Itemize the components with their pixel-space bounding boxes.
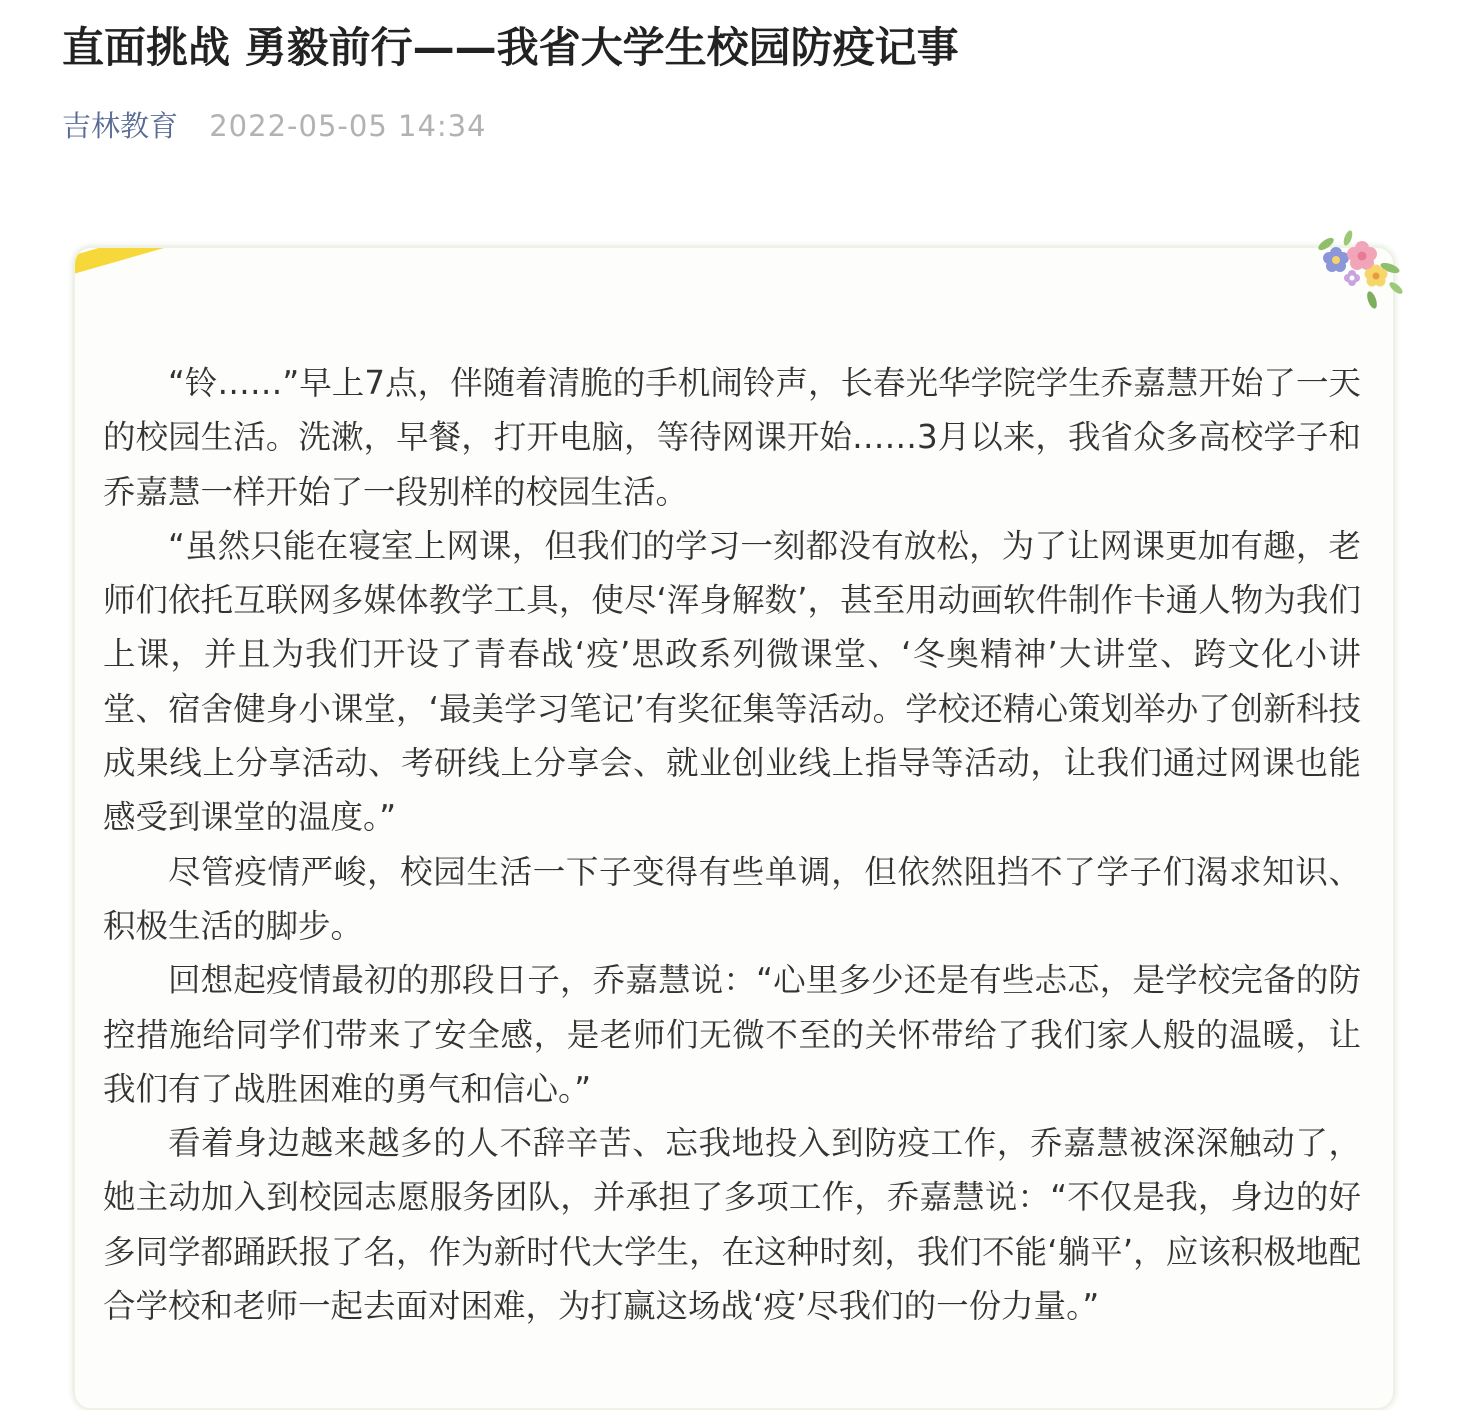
article-title: 直面挑战 勇毅前行——我省大学生校园防疫记事 [62, 23, 959, 72]
article-body [103, 356, 1361, 1333]
flower-cluster-icon [1306, 230, 1406, 314]
article-meta [62, 104, 487, 148]
account-name-link[interactable]: 吉林教育 [62, 109, 179, 143]
publish-time: 2022-05-05 14:34 [209, 109, 487, 143]
paragraph: “虽然只能在寝室上网课，但我们的学习一刻都没有放松，为了让网课更加有趣，老师们依托互联网多媒体教学工具，使尽‘浑身解数’，甚至用动画软件制作卡通人物为我们上课，并且为我们开设了青春战‘疫’思政系列微课堂、‘冬奥精神’大讲堂、跨文化小讲堂、宿舍健身小课堂，‘最美学习笔记’有奖征集等活动。学校还精心策划举办了创新科技成果线上分享活动、考研线上分享会、就业创业线上指导等活动，让我们通过网课也能感受到课堂的温度。” [103, 526, 1361, 837]
paragraph: 回想起疫情最初的那段日子，乔嘉慧说：“心里多少还是有些忐忑，是学校完备的防控措施给同学们带来了安全感，是老师们无微不至的关怀带给了我们家人般的温暖，让我们有了战胜困难的勇气和信心。” [103, 961, 1361, 1108]
tape-decoration [73, 246, 308, 289]
paragraph: 看着身边越来越多的人不辞辛苦、忘我地投入到防疫工作，乔嘉慧被深深触动了，她主动加入到校园志愿服务团队，并承担了多项工作，乔嘉慧说：“不仅是我，身边的好多同学都踊跃报了名，作为新时代大学生，在这种时刻，我们不能‘躺平’，应该积极地配合学校和老师一起去面对困难，为打赢这场战‘疫’尽我们的一份力量。” [103, 1124, 1361, 1326]
paragraph: 尽管疫情严峻，校园生活一下子变得有些单调，但依然阻挡不了学子们渴求知识、积极生活的脚步。 [103, 852, 1361, 945]
paragraph: “铃……”早上7点，伴随着清脆的手机闹铃声，长春光华学院学生乔嘉慧开始了一天的校园生活。洗漱，早餐，打开电脑，等待网课开始……3月以来，我省众多高校学子和乔嘉慧一样开始了一段别样的校园生活。 [103, 364, 1361, 511]
